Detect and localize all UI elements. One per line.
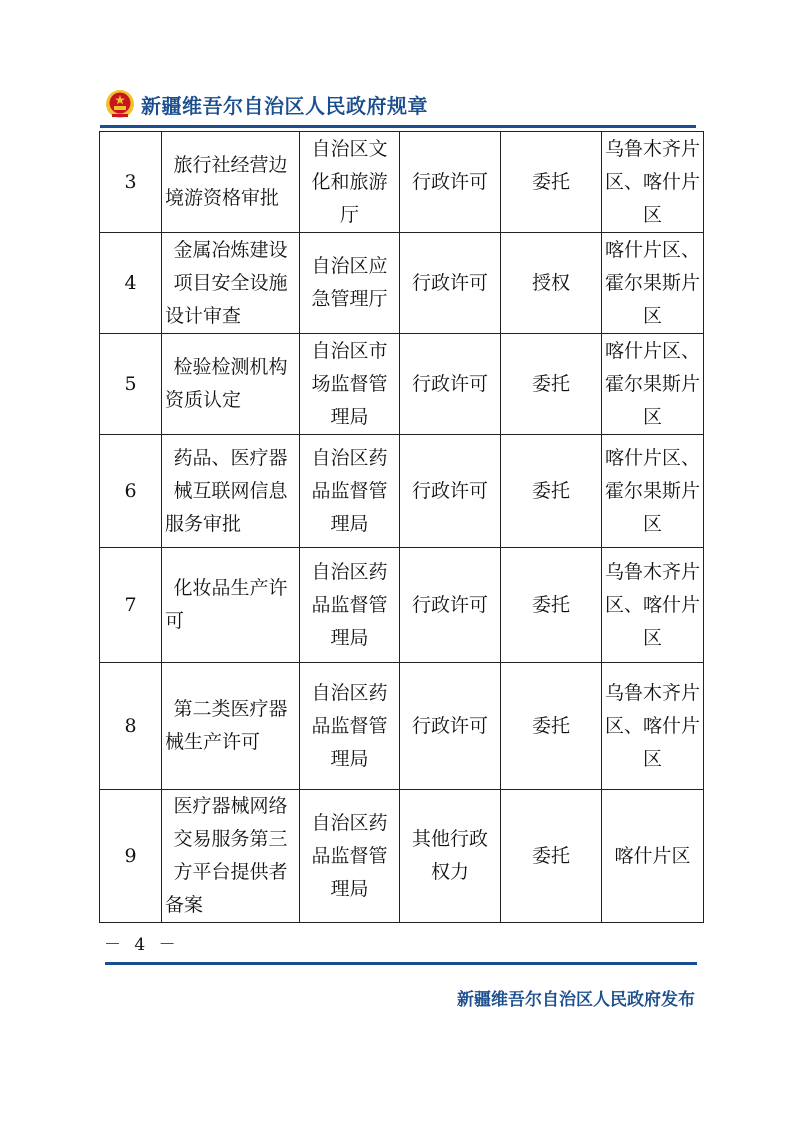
table-row	[100, 790, 704, 923]
table-row	[100, 548, 704, 663]
applicable-area: 喀什片区、霍尔果斯片区	[602, 233, 704, 334]
department: 自治区药品监督管理局	[300, 790, 400, 923]
power-type: 行政许可	[400, 132, 501, 233]
table-row	[100, 334, 704, 435]
row-number: 8	[100, 663, 162, 790]
item-name: 化妆品生产许可	[162, 548, 300, 663]
row-number: 7	[100, 548, 162, 663]
item-name: 医疗器械网络交易服务第三方平台提供者备案	[162, 790, 300, 923]
power-type: 行政许可	[400, 334, 501, 435]
department: 自治区药品监督管理局	[300, 548, 400, 663]
power-type: 行政许可	[400, 548, 501, 663]
department: 自治区市场监督管理局	[300, 334, 400, 435]
delegation-method: 委托	[501, 663, 602, 790]
row-number: 5	[100, 334, 162, 435]
item-name: 金属冶炼建设项目安全设施设计审查	[162, 233, 300, 334]
department: 自治区应急管理厅	[300, 233, 400, 334]
row-number: 3	[100, 132, 162, 233]
department: 自治区药品监督管理局	[300, 435, 400, 548]
footer-rule	[105, 962, 697, 965]
department: 自治区药品监督管理局	[300, 663, 400, 790]
delegation-method: 委托	[501, 132, 602, 233]
item-name: 第二类医疗器械生产许可	[162, 663, 300, 790]
item-name: 药品、医疗器械互联网信息服务审批	[162, 435, 300, 548]
table-row	[100, 663, 704, 790]
applicable-area: 乌鲁木齐片区、喀什片区	[602, 548, 704, 663]
applicable-area: 喀什片区、霍尔果斯片区	[602, 334, 704, 435]
delegation-method: 委托	[501, 548, 602, 663]
power-type: 其他行政权力	[400, 790, 501, 923]
applicable-area: 喀什片区、霍尔果斯片区	[602, 435, 704, 548]
row-number: 6	[100, 435, 162, 548]
item-name: 检验检测机构资质认定	[162, 334, 300, 435]
page-number: － 4 －	[104, 935, 180, 955]
row-number: 4	[100, 233, 162, 334]
delegation-method: 委托	[501, 334, 602, 435]
power-type: 行政许可	[400, 435, 501, 548]
table-row	[100, 435, 704, 548]
power-type: 行政许可	[400, 233, 501, 334]
delegation-method: 授权	[501, 233, 602, 334]
delegation-method: 委托	[501, 790, 602, 923]
applicable-area: 喀什片区	[602, 790, 704, 923]
document-header	[105, 86, 428, 122]
row-number: 9	[100, 790, 162, 923]
header-rule	[100, 125, 696, 128]
table-row	[100, 233, 704, 334]
authority-table	[99, 131, 704, 923]
applicable-area: 乌鲁木齐片区、喀什片区	[602, 132, 704, 233]
national-emblem-icon	[105, 89, 135, 119]
power-type: 行政许可	[400, 663, 501, 790]
applicable-area: 乌鲁木齐片区、喀什片区	[602, 663, 704, 790]
table-row	[100, 132, 704, 233]
delegation-method: 委托	[501, 435, 602, 548]
department: 自治区文化和旅游厅	[300, 132, 400, 233]
header-title: 新疆维吾尔自治区人民政府规章	[141, 93, 428, 118]
publisher-label: 新疆维吾尔自治区人民政府发布	[457, 990, 695, 1010]
item-name: 旅行社经营边境游资格审批	[162, 132, 300, 233]
